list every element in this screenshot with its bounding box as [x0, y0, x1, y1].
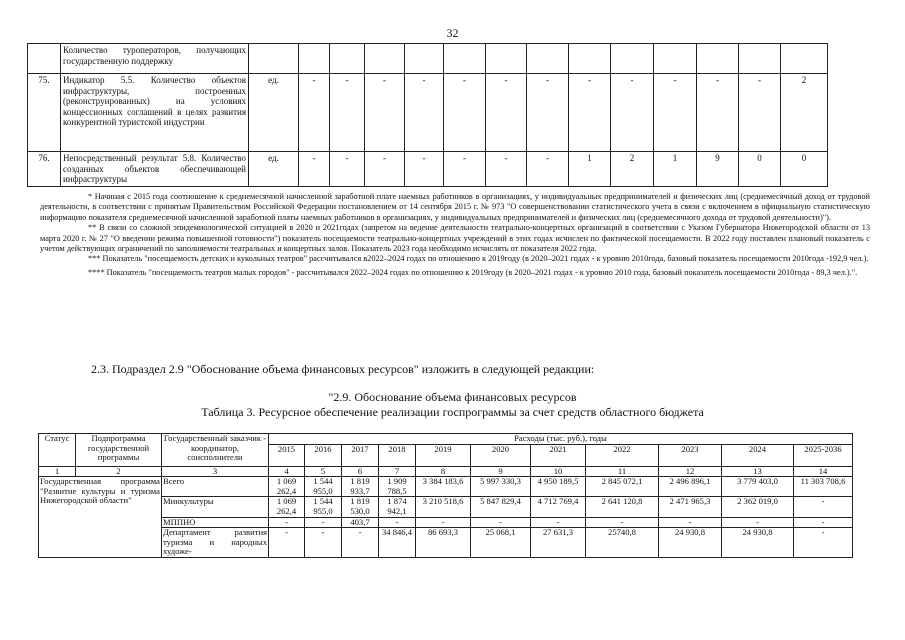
indicator-row [28, 44, 828, 74]
column-number: 1 [39, 466, 76, 477]
column-number: 14 [794, 466, 853, 477]
indicator-unit [249, 44, 299, 74]
footnote-4: **** Показатель "посещаемость театров малых городов" - рассчитывался 2022–2024 годах по отношению к 2019году (в 2020–2021 годах - к уровню 2010 года, базовый показатель посещаемости 2010года - 89,3 чел.).". [88, 267, 858, 277]
indicator-value: - [405, 152, 444, 187]
footnote-1: * Начиная с 2015 года соотношение к среднемесячной начисленной заработной плате наемных работников в организациях, у индивидуальных предпринимателей и физических лиц (среднемесячный доход от трудовой деятельности, в соответствии с принятым Правительством Российской Федерации постановлением от 14 сентября 2015 г. № 973 "О совершенствовании статистического учета в связи с включением в официальную статистическую информацию показателя среднемесячной начисленной заработной платы наемных работников в организациях, у индивидуальных предпринимателей и физических лиц (среднемесячного дохода от трудовой деятельности)"). [40, 192, 870, 222]
expense-value: - [471, 517, 531, 528]
indicator-number: 76. [28, 152, 61, 187]
indicator-value: - [299, 74, 330, 152]
column-number: 6 [342, 466, 379, 477]
expense-value: 2 362 019,0 [722, 497, 794, 517]
header-year: 2021 [531, 444, 586, 466]
expense-value: - [269, 528, 305, 558]
indicator-value [654, 44, 697, 74]
customer-name: Департамент развития туризма и народных художе- [163, 527, 267, 557]
column-number: 7 [379, 466, 416, 477]
indicator-value [697, 44, 739, 74]
indicator-description: Количество туроператоров, получающих государственную поддержку [61, 44, 249, 74]
indicator-value [739, 44, 781, 74]
indicator-value: - [527, 152, 569, 187]
indicator-value: - [486, 152, 527, 187]
expense-value: 2 641 120,8 [586, 497, 659, 517]
indicator-description: Непосредственный результат 5.8. Количество созданных объектов обеспечивающей инфраструктуры [61, 152, 249, 187]
indicator-value [330, 44, 365, 74]
indicator-value: - [444, 152, 486, 187]
header-subprogram: Подпрограмма государственной программы [76, 434, 162, 467]
customer-name: МППНО [162, 517, 269, 528]
expense-value: 11 303 708,6 [794, 477, 853, 497]
indicator-value: 0 [739, 152, 781, 187]
expense-value: - [305, 517, 342, 528]
column-number: 11 [586, 466, 659, 477]
column-number: 10 [531, 466, 586, 477]
header-customer: Государственный заказчик - координатор, соисполнители [162, 434, 269, 467]
indicator-value [444, 44, 486, 74]
expense-value: 5 847 829,4 [471, 497, 531, 517]
indicator-value: 1 [654, 152, 697, 187]
expense-row [39, 517, 853, 528]
indicator-value: 9 [697, 152, 739, 187]
header-year: 2023 [659, 444, 722, 466]
expense-value: 4 950 189,5 [531, 477, 586, 497]
expense-row [39, 528, 853, 558]
column-number: 4 [269, 466, 305, 477]
indicator-value: - [330, 74, 365, 152]
indicator-value: - [569, 74, 611, 152]
expense-value: 1 819 933,7 [342, 477, 379, 497]
expense-value: - [586, 517, 659, 528]
expense-value: 25 068,1 [471, 528, 531, 558]
indicator-value: 2 [611, 152, 654, 187]
expense-value: 1 069 262,4 [269, 477, 305, 497]
header-year: 2018 [379, 444, 416, 466]
column-number: 5 [305, 466, 342, 477]
indicator-number [28, 44, 61, 74]
expense-value: - [379, 517, 416, 528]
expense-value: 27 631,3 [531, 528, 586, 558]
column-number: 2 [76, 466, 162, 477]
footnote-2: ** В связи со сложной эпидемиологической ситуацией в 2020 и 2021годах (запретом на ведение деятельности театрально-концертных организаций в соответствии с Указом Губернатора Нижегородской области от 13 марта 2020 г. № 27 "О введении режима повышенной готовности") показатель посещаемости театрально-концертных учреждений в этих годах исчислен по фактической посещаемости. В 2022 году поставлен плановый показатель с учетом действующих ограничений по заполняемости театральных и концертных залов. Показатель 2023 года необходимо исчислять от показателя 2022 года. [40, 223, 870, 254]
page-number: 32 [446, 26, 459, 40]
footnote-3: *** Показатель "посещаемость детских и кукольных театров" рассчитывался в2022–2024 годах по отношению к 2019году (в 2020–2021 годах - к уровню 2010года, базовый показатель посещаемости 2010года -192,9 чел.). [88, 254, 869, 264]
header-year: 2020 [471, 444, 531, 466]
expense-value: 1 909 788,5 [379, 477, 416, 497]
expense-value: 24 930,8 [722, 528, 794, 558]
header-year: 2025-2036 [794, 444, 853, 466]
expense-value: 403,7 [342, 517, 379, 528]
indicator-value [299, 44, 330, 74]
header-year: 2024 [722, 444, 794, 466]
column-number: 9 [471, 466, 531, 477]
expense-value: 1 874 942,1 [379, 497, 416, 517]
expense-value: 3 384 183,6 [416, 477, 471, 497]
expense-value: - [416, 517, 471, 528]
expense-value: - [531, 517, 586, 528]
indicator-value [569, 44, 611, 74]
expense-value: - [722, 517, 794, 528]
header-expenses: Расходы (тыс. руб.), годы [269, 434, 853, 445]
indicator-value: - [365, 74, 405, 152]
expense-value: - [659, 517, 722, 528]
customer-name: Всего [162, 477, 269, 497]
indicator-description: Индикатор 5.5. Количество объектов инфраструктуры, построенных (реконструированных) на условиях концессионных соглашений в целях развития конкурентной туристской индустрии [61, 74, 249, 152]
expense-value: 2 471 965,3 [659, 497, 722, 517]
expense-value: 1 069 262,4 [269, 497, 305, 517]
indicator-value: - [739, 74, 781, 152]
indicator-value: - [697, 74, 739, 152]
column-number: 13 [722, 466, 794, 477]
indicator-value: - [611, 74, 654, 152]
indicator-value: 0 [781, 152, 828, 187]
indicator-value [527, 44, 569, 74]
resource-table [38, 433, 853, 558]
indicator-value: - [405, 74, 444, 152]
header-year: 2016 [305, 444, 342, 466]
column-number: 3 [162, 466, 269, 477]
header-status: Статус [39, 434, 76, 467]
indicator-row [28, 74, 828, 152]
indicator-value [486, 44, 527, 74]
indicator-value: 2 [781, 74, 828, 152]
section-heading: 2.3. Подраздел 2.9 "Обоснование объема финансовых ресурсов" изложить в следующей редакции: [91, 362, 595, 376]
indicator-unit: ед. [249, 152, 299, 187]
expense-value: - [794, 517, 853, 528]
expense-value: - [342, 528, 379, 558]
expense-value: 1 544 955,0 [305, 497, 342, 517]
expense-value: 2 496 896,1 [659, 477, 722, 497]
indicator-value: - [299, 152, 330, 187]
footnotes [40, 192, 870, 278]
expense-value: 25740,8 [586, 528, 659, 558]
table-caption: Таблица 3. Ресурсное обеспечение реализации госпрограммы за счет средств областного бюджета [201, 405, 704, 419]
indicators-table [27, 43, 828, 187]
expense-value: 24 930,8 [659, 528, 722, 558]
indicator-number: 75. [28, 74, 61, 152]
indicator-value [405, 44, 444, 74]
expense-value: 2 845 072,1 [586, 477, 659, 497]
program-name: Государственная программа "Развитие культуры и туризма Нижегородской области" [39, 477, 162, 558]
indicator-row [28, 152, 828, 187]
header-year: 2015 [269, 444, 305, 466]
expense-value: - [305, 528, 342, 558]
expense-value: 86 693,3 [416, 528, 471, 558]
customer-name: Минкультуры [162, 497, 269, 517]
expense-value: 4 712 769,4 [531, 497, 586, 517]
subsection-title: "2.9. Обоснование объема финансовых ресурсов [328, 390, 577, 404]
expense-value: 5 997 330,3 [471, 477, 531, 497]
header-year: 2019 [416, 444, 471, 466]
column-number: 12 [659, 466, 722, 477]
indicator-value: - [365, 152, 405, 187]
expense-value: - [794, 528, 853, 558]
indicator-value: 1 [569, 152, 611, 187]
indicator-value [365, 44, 405, 74]
indicator-value: - [444, 74, 486, 152]
indicator-value [781, 44, 828, 74]
expense-value: 1 819 530,0 [342, 497, 379, 517]
indicator-value [611, 44, 654, 74]
expense-value: 1 544 955,0 [305, 477, 342, 497]
expense-value: 3 210 518,6 [416, 497, 471, 517]
column-number: 8 [416, 466, 471, 477]
expense-row [39, 497, 853, 517]
expense-value: 34 846,4 [379, 528, 416, 558]
expense-row [39, 477, 853, 497]
header-year: 2017 [342, 444, 379, 466]
indicator-value: - [486, 74, 527, 152]
expense-value: 3 779 403,0 [722, 477, 794, 497]
indicator-value: - [654, 74, 697, 152]
indicator-value: - [527, 74, 569, 152]
indicator-value: - [330, 152, 365, 187]
expense-value: - [269, 517, 305, 528]
indicator-unit: ед. [249, 74, 299, 152]
header-year: 2022 [586, 444, 659, 466]
expense-value: - [794, 497, 853, 517]
